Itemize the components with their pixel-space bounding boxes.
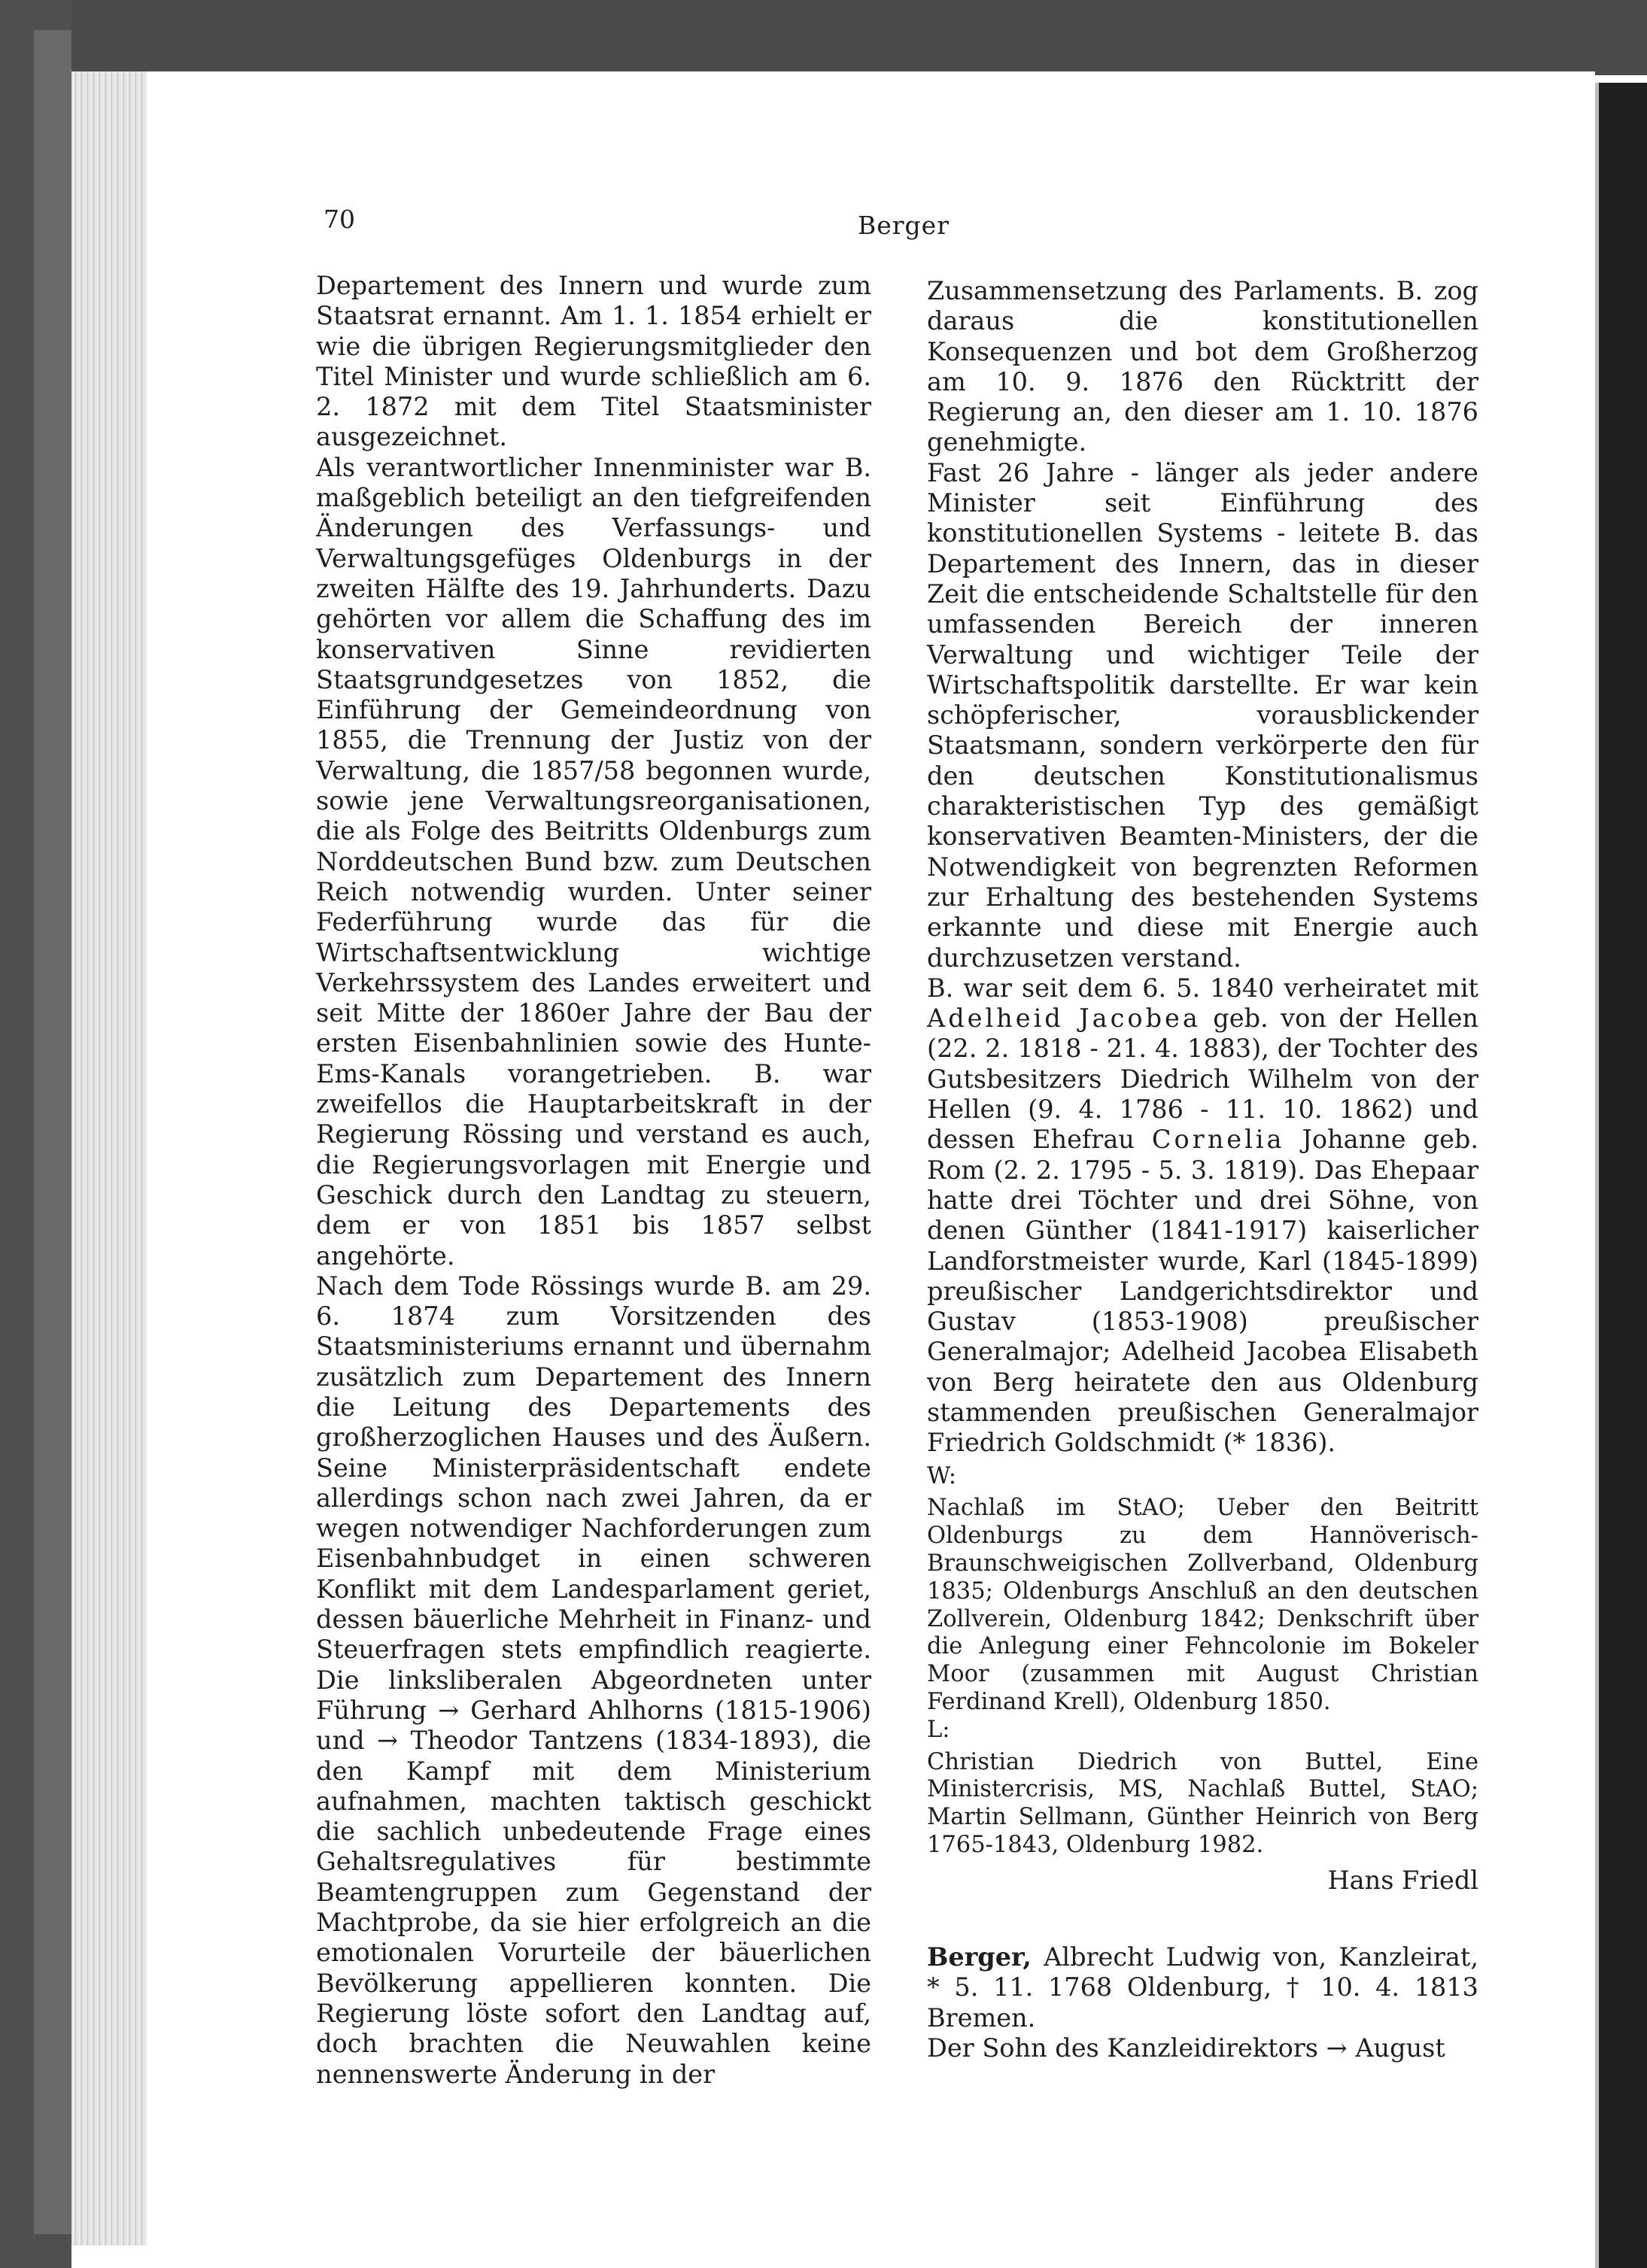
literature-label: L: [927, 1716, 950, 1743]
marriage-paragraph [927, 973, 1478, 1459]
next-entry-body: Der Sohn des Kanzleidirektors → August [927, 2033, 1445, 2063]
literature-list: Christian Diedrich von Buttel, Eine Ministercrisis, MS, Nachlaß Buttel, StAO; Martin Sellmann, Günther Heinrich von Berg 1765-1843, Oldenburg 1982. [927, 1748, 1478, 1858]
book-cover-edge [34, 30, 71, 2234]
right-column [927, 276, 1478, 2063]
paragraph: Departement des Innern und wurde zum Staatsrat ernannt. Am 1. 1. 1854 erhielt er wie die übrigen Regierungsmitglieder den Titel Minister und wurde schließlich am 6. 2. 1872 mit dem Titel Staatsminister ausgezeichnet. [316, 271, 871, 452]
entry-name: Berger, [927, 1942, 1032, 1972]
left-column [316, 271, 871, 2090]
paragraph: Fast 26 Jahre - länger als jeder andere Minister seit Einführung des konstitutionellen Systems - leitete B. das Departement des Innern, das in dieser Zeit die entscheidende Schaltstelle für den umfassenden Bereich der inneren Verwaltung und wichtiger Teile der Wirtschaftspolitik darstellte. Er war kein schöpferischer, vorausblickender Staatsmann, sondern verkörperte den für den deutschen Konstitutionalismus charakteristischen Typ des gemäßigt konservativen Beamten-Ministers, der die Notwendigkeit von begrenzten Reformen zur Erhaltung des bestehenden Systems erkannte und diese mit Energie auch durchzusetzen verstand. [927, 457, 1478, 973]
page-number: 70 [324, 205, 355, 234]
entry-header-text: Albrecht Ludwig von, Kanzleirat, * 5. 11. 1768 Oldenburg, † 10. 4. 1813 Bremen. [927, 1942, 1478, 2033]
text-run: Johanne geb. Rom (2. 2. 1795 - 5. 3. 1819). Das Ehepaar hatte drei Töchter und drei Söhne, von denen Günther (1841-1917) kaiserlicher Landforstmeister wurde, Karl (1845-1899) preußischer Landgerichtsdirektor und Gustav (1853-1908) preußischer Generalmajor; Adelheid Jacobea Elisabeth von Berg heiratete den aus Oldenburg stammenden preußischen Generalmajor Friedrich Goldschmidt (* 1836). [927, 1125, 1478, 1458]
entry-separator [927, 1896, 1478, 1942]
author-signature: Hans Friedl [1327, 1865, 1478, 1895]
paragraph: Als verantwortlicher Innenminister war B. maßgeblich beteiligt an den tiefgreifenden Änderungen des Verfassungs- und Verwaltungsgefüges Oldenburgs in der zweiten Hälfte des 19. Jahrhunderts. Dazu gehörten vor allem die Schaffung des im konservativen Sinne revidierten Staatsgrundgesetzes von 1852, die Einführung der Gemeindeordnung von 1855, die Trennung der Justiz von der Verwaltung, die 1857/58 begonnen wurde, sowie jene Verwaltungsreorganisationen, die als Folge des Beitritts Oldenburgs zum Norddeutschen Bund bzw. zum Deutschen Reich notwendig wurden. Unter seiner Federführung wurde das für die Wirtschaftsentwicklung wichtige Verkehrssystem des Landes erweitert und seit Mitte der 1860er Jahre der Bau der ersten Eisenbahnlinien sowie des Hunte-Ems-Kanals vorangetrieben. B. war zweifellos die Hauptarbeitskraft in der Regierung Rössing und verstand es auch, die Regierungsvorlagen mit Energie und Geschick durch den Landtag zu steuern, dem er von 1851 bis 1857 selbst angehörte. [316, 452, 871, 1271]
next-entry-header [927, 1942, 1478, 2033]
works-label: W: [927, 1462, 956, 1489]
running-head: Berger [858, 211, 950, 240]
spaced-name: Cornelia [1151, 1125, 1285, 1155]
paragraph: Nach dem Tode Rössings wurde B. am 29. 6. 1874 zum Vorsitzenden des Staatsministeriums ernannt und übernahm zusätzlich zum Departement des Innern die Leitung des Departements des großherzoglichen Hauses und des Äußern. Seine Ministerpräsidentschaft endete allerdings schon nach zwei Jahren, da er wegen notwendiger Nachforderungen zum Eisenbahnbudget in einen schweren Konflikt mit dem Landesparlament geriet, dessen bäuerliche Mehrheit in Finanz- und Steuerfragen stets empfindlich reagierte. Die linksliberalen Abgeordneten unter Führung → Gerhard Ahlhorns (1815-1906) und → Theodor Tantzens (1834-1893), die den Kampf mit dem Ministerium aufnahmen, machten taktisch geschickt die sachlich unbedeutende Frage eines Gehaltsregulatives für bestimmte Beamtengruppen zum Gegenstand der Machtprobe, da sie hier erfolgreich an die emotionalen Vorurteile der bäuerlichen Bevölkerung appellieren konnten. Die Regierung löste sofort den Landtag auf, doch brachten die Neuwahlen keine nennenswerte Änderung in der [316, 1271, 871, 2089]
text-run: geb. von der Hellen (22. 2. 1818 - 21. 4. 1883), der Tochter des Gutsbesitzers Diedrich Wilhelm von der Hellen (9. 4. 1786 - 11. 10. 1862) und dessen Ehefrau [927, 1003, 1478, 1155]
text-run: B. war seit dem 6. 5. 1840 verheiratet mit [927, 973, 1478, 1003]
scan-border-top [0, 0, 1647, 75]
spaced-name: Adelheid Jacobea [927, 1003, 1201, 1034]
works-list: Nachlaß im StAO; Ueber den Beitritt Oldenburgs zu dem Hannöverisch-Braunschweigischen Zollverband, Oldenburg 1835; Oldenburgs Anschluß an den deutschen Zollverein, Oldenburg 1842; Denkschrift über die Anlegung einer Fehncolonie im Bokeler Moor (zusammen mit August Christian Ferdinand Krell), Oldenburg 1850. [927, 1495, 1478, 1715]
paragraph: Zusammensetzung des Parlaments. B. zog daraus die konstitutionellen Konsequenzen und bot dem Großherzog am 10. 9. 1876 den Rücktritt der Regierung an, den dieser am 1. 10. 1876 genehmigte. [927, 276, 1478, 457]
scan-border-right [1599, 83, 1647, 2268]
page-stack-edges [71, 71, 147, 2245]
